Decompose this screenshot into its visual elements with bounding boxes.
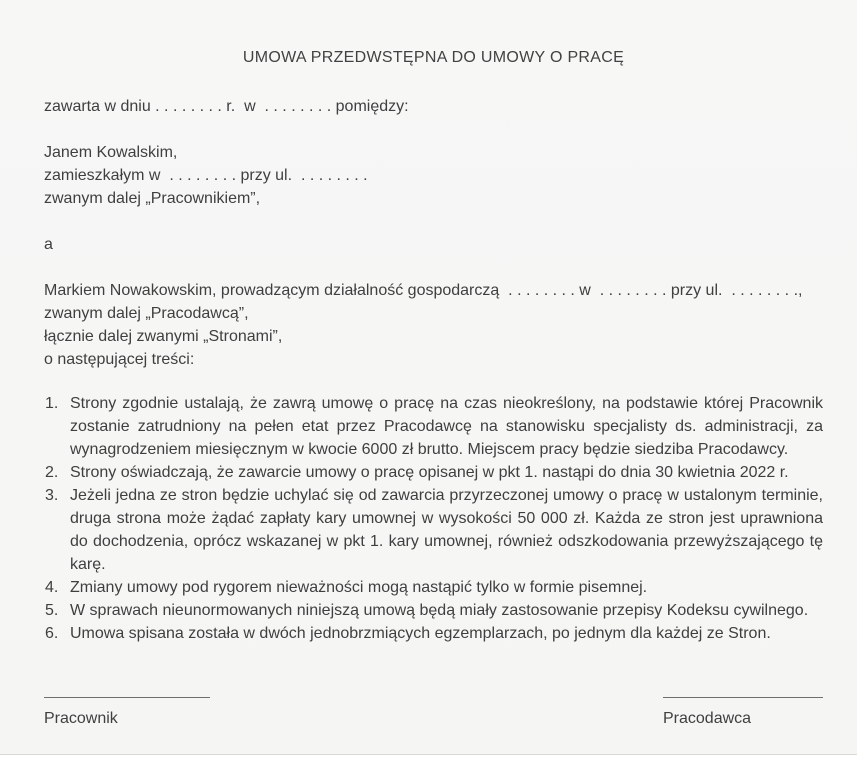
employee-signature-label: Pracownik bbox=[44, 710, 118, 727]
signature-employee bbox=[44, 697, 210, 730]
clause-item-2: Strony oświadczają, że zawarcie umowy o pracę opisanej w pkt 1. nastąpi do dnia 30 kwietnia 2022 r. bbox=[70, 464, 789, 481]
employee-address-line: zamieszkałym w . . . . . . . . przy ul. . . . . . . . . bbox=[44, 167, 368, 184]
clause-list bbox=[44, 392, 823, 645]
clause-item-6: Umowa spisana została w dwóch jednobrzmiących egzemplarzach, po jednym dla każdej ze Stron. bbox=[70, 625, 771, 642]
employee-name-line: Janem Kowalskim, bbox=[44, 144, 178, 161]
employer-signature-label: Pracodawca bbox=[663, 710, 752, 727]
document-title: UMOWA PRZEDWSTĘPNA DO UMOWY O PRACĘ bbox=[242, 49, 625, 66]
clause-item-1: Strony zgodnie ustalają, że zawrą umowę o pracę na czas nieokreślony, na podstawie której Pracownik zostanie zatrudniony na pełen etat przez Pracodawcę na stanowisku specjalisty ds. administracji, za wynagrodzeniem miesięcznym w kwocie 6000 zł brutto. Miejscem pracy będzie siedziba Pracodawcy. bbox=[70, 395, 823, 458]
employee-block bbox=[44, 141, 823, 210]
employee-alias-line: zwanym dalej „Pracownikiem”, bbox=[44, 190, 261, 207]
content-lead-line: o następującej treści: bbox=[44, 351, 195, 368]
employee-signature-line bbox=[44, 697, 210, 698]
clause-item-5: W sprawach nieunormowanych niniejszą umową będą miały zastosowanie przepisy Kodeksu cywilnego. bbox=[70, 602, 809, 619]
employer-name-line: Markiem Nowakowskim, prowadzącym działalność gospodarczą . . . . . . . . w . . . . . . . . przy ul. . . . . . . . ., bbox=[44, 282, 803, 299]
employer-signature-line bbox=[663, 697, 823, 698]
intro-line: zawarta w dniu . . . . . . . . r. w . . . . . . . . pomiędzy: bbox=[44, 98, 409, 115]
employer-block bbox=[44, 279, 823, 371]
parties-alias-line: łącznie dalej zwanymi „Stronami”, bbox=[44, 328, 283, 345]
conjunction-line: a bbox=[44, 236, 53, 253]
signature-section bbox=[44, 697, 823, 730]
clause-item-4: Zmiany umowy pod rygorem nieważności mogą nastąpić tylko w formie pisemnej. bbox=[70, 579, 648, 596]
employer-alias-line: zwanym dalej „Pracodawcą”, bbox=[44, 305, 249, 322]
clause-item-3: Jeżeli jedna ze stron będzie uchylać się od zawarcia przyrzeczonej umowy o pracę w ustalonym terminie, druga strona może żądać zapłaty kary umownej w wysokości 50 000 zł. Każda ze stron jest uprawniona do dochodzenia, oprócz wskazanej w pkt 1. kary umownej, również odszkodowania przewyższającego tę karę. bbox=[70, 487, 823, 573]
signature-employer bbox=[663, 697, 823, 730]
